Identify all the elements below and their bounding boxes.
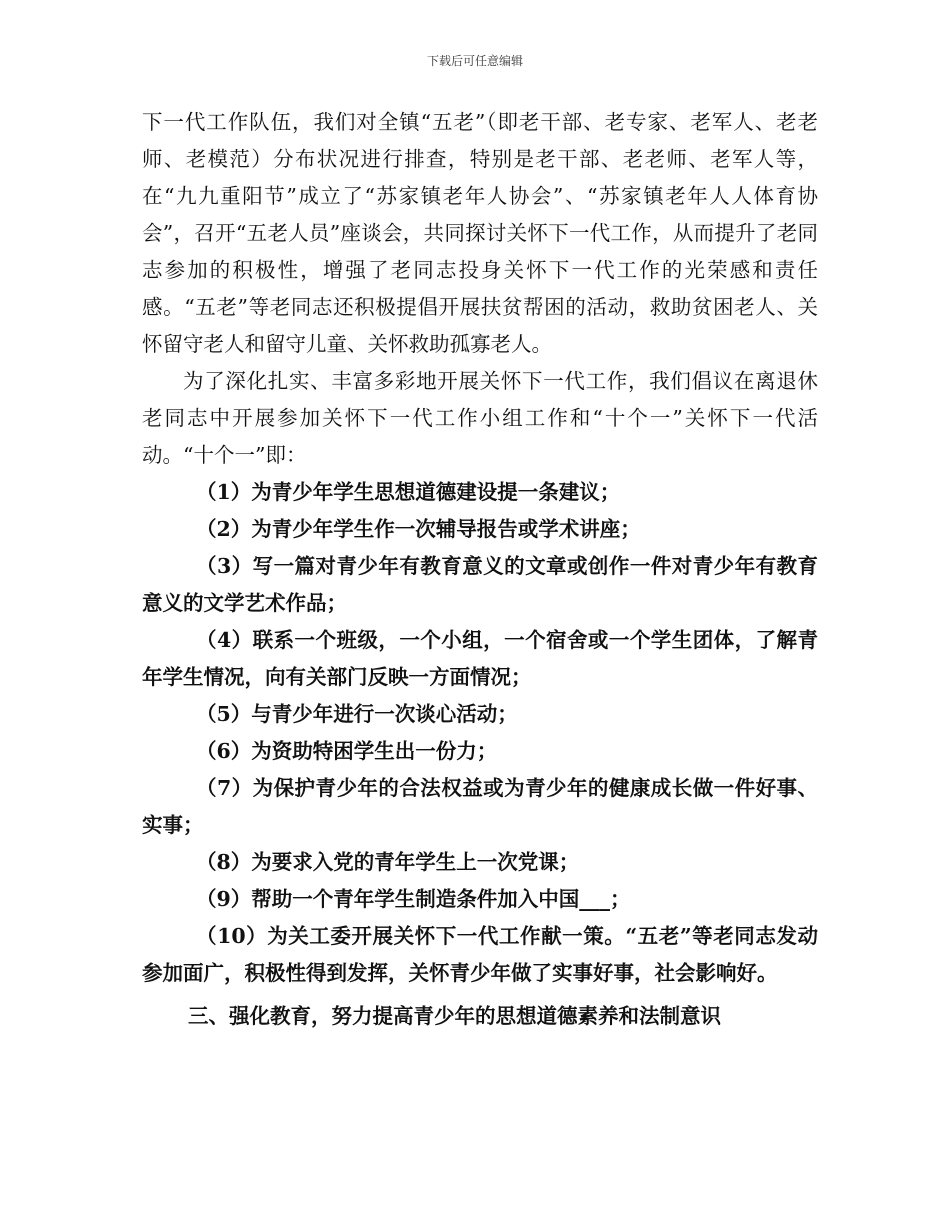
list-item: （8）为要求入党的青年学生上一次党课； bbox=[196, 850, 580, 874]
list-item: （7）为保护青少年的合法权益或为青少年的健康成长做一件好事、实事； bbox=[142, 776, 818, 837]
list-item: （3）写一篇对青少年有教育意义的文章或创作一件对青少年有教育意义的文学艺术作品； bbox=[142, 554, 818, 615]
list-item: （6）为资助特困学生出一份力； bbox=[196, 739, 498, 763]
section-heading: 三、强化教育，努力提高青少年的思想道德素养和法制意识 bbox=[188, 1004, 721, 1028]
list-item: （4）联系一个班级，一个小组，一个宿舍或一个学生团体，了解青年学生情况，向有关部门反映一方面情况； bbox=[142, 628, 818, 689]
list-item: （10）为关工委开展关怀下一代工作献一策。“五老”等老同志发动参加面广，积极性得到发挥，关怀青少年做了实事好事，社会影响好。 bbox=[142, 924, 818, 985]
paragraph-continued: 下一代工作队伍，我们对全镇“五老”（即老干部、老专家、老军人、老老师、老模范）分布状况进行排查，特别是老干部、老老师、老军人等，在“九九重阳节”成立了“苏家镇老年人协会”、“苏家镇老年人人体育协会”，召开“五老人员”座谈会，共同探讨关怀下一代工作，从而提升了老同志参加的积极性，增强了老同志投身关怀下一代工作的光荣感和责任感。“五老”等老同志还积极提倡开展扶贫帮困的活动，救助贫困老人、关怀留守老人和留守儿童、关怀救助孤寡老人。 bbox=[142, 110, 818, 356]
document-body bbox=[142, 104, 818, 1035]
list-item: （2）为青少年学生作一次辅导报告或学术讲座； bbox=[196, 517, 641, 541]
list-item: （5）与青少年进行一次谈心活动； bbox=[196, 702, 518, 726]
paragraph-proposal: 为了深化扎实、丰富多彩地开展关怀下一代工作，我们倡议在离退休老同志中开展参加关怀下一代工作小组工作和“十个一”关怀下一代活动。“十个一”即： bbox=[142, 369, 818, 467]
list-item: （1）为青少年学生思想道德建设提一条建议； bbox=[196, 480, 621, 504]
list-item: （9）帮助一个青年学生制造条件加入中国___； bbox=[196, 887, 631, 911]
page-header-note: 下载后可任意编辑 bbox=[426, 54, 523, 68]
